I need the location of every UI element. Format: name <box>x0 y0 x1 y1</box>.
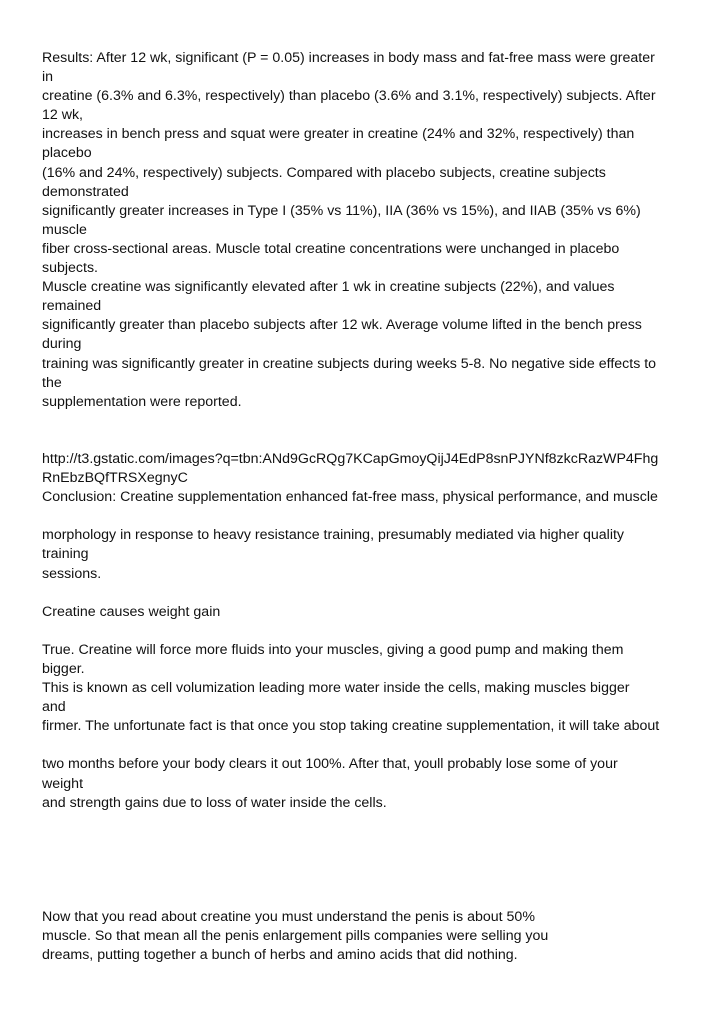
text-line: firmer. The unfortunate fact is that once you stop taking creatine supplementation, it will take about <box>42 718 660 735</box>
text-line: weight <box>42 775 84 792</box>
text-line: two months before your body clears it out 100%. After that, youll probably lose some of your <box>42 756 618 773</box>
text-line: dreams, putting together a bunch of herbs and amino acids that did nothing. <box>42 947 518 964</box>
text-line: the <box>42 374 62 391</box>
text-line: supplementation were reported. <box>42 393 242 410</box>
text-line: True. Creatine will force more fluids into your muscles, giving a good pump and making them <box>42 641 624 658</box>
text-line: placebo <box>42 145 92 162</box>
spacer <box>42 507 702 526</box>
results-paragraph <box>42 49 702 412</box>
spacer <box>42 736 702 755</box>
spacer <box>42 813 702 832</box>
text-line: subjects. <box>42 260 98 277</box>
text-line: bigger. <box>42 661 85 677</box>
text-line: Conclusion: Creatine supplementation enhanced fat-free mass, physical performance, and muscle <box>42 489 658 506</box>
text-line: (16% and 24%, respectively) subjects. Compared with placebo subjects, creatine subjects <box>42 164 606 181</box>
text-line: and strength gains due to loss of water inside the cells. <box>42 794 387 811</box>
spacer <box>42 851 702 870</box>
weight-gain-paragraph <box>42 641 702 813</box>
text-line: sessions. <box>42 565 102 582</box>
text-line: 12 wk, <box>42 107 84 124</box>
spacer <box>42 431 702 450</box>
text-line: demonstrated <box>42 183 129 200</box>
spacer <box>42 412 702 431</box>
text-line: and <box>42 699 66 716</box>
text-line: muscle. So that mean all the penis enlargement pills companies were selling you <box>42 928 549 945</box>
text-line: Muscle creatine was significantly elevated after 1 wk in creatine subjects (22%), and values <box>42 279 615 296</box>
spacer <box>42 889 702 908</box>
text-line: training was significantly greater in creatine subjects during weeks 5-8. No negative side effects to <box>42 355 657 372</box>
text-line: morphology in response to heavy resistance training, presumably mediated via higher quality <box>42 527 625 544</box>
spacer <box>42 622 702 641</box>
text-line: creatine (6.3% and 6.3%, respectively) than placebo (3.6% and 3.1%, respectively) subjects. After <box>42 88 656 105</box>
text-line: fiber cross-sectional areas. Muscle total creatine concentrations were unchanged in placebo <box>42 240 620 257</box>
text-line: in <box>42 69 54 86</box>
closing-paragraph <box>42 908 702 965</box>
spacer <box>42 584 702 603</box>
image-url <box>42 450 702 488</box>
text-line: increases in bench press and squat were greater in creatine (24% and 32%, respectively) than <box>42 126 635 143</box>
url-line: http://t3.gstatic.com/images?q=tbn:ANd9GcRQg7KCapGmoyQijJ4EdP8snPJYNf8zkcRazWP4Fhg <box>42 450 659 467</box>
text-line: remained <box>42 298 102 315</box>
url-line: RnEbzBQfTRSXegnyC <box>42 470 188 487</box>
spacer <box>42 870 702 889</box>
text-line: Results: After 12 wk, significant (P = 0.05) increases in body mass and fat-free mass were greater <box>42 50 655 66</box>
text-line: training <box>42 546 89 563</box>
text-line: significantly greater than placebo subjects after 12 wk. Average volume lifted in the bench press <box>42 317 642 334</box>
document-page <box>42 49 702 966</box>
text-line: Now that you read about creatine you must understand the penis is about 50% <box>42 909 535 926</box>
text-line: muscle <box>42 221 87 238</box>
text-line: This is known as cell volumization leading more water inside the cells, making muscles bigger <box>42 680 630 697</box>
conclusion-paragraph <box>42 488 702 583</box>
spacer <box>42 832 702 851</box>
section-heading: Creatine causes weight gain <box>42 603 221 620</box>
text-line: significantly greater increases in Type I (35% vs 11%), IIA (36% vs 15%), and IIAB (35% vs 6%) <box>42 202 641 219</box>
text-line: during <box>42 336 82 353</box>
